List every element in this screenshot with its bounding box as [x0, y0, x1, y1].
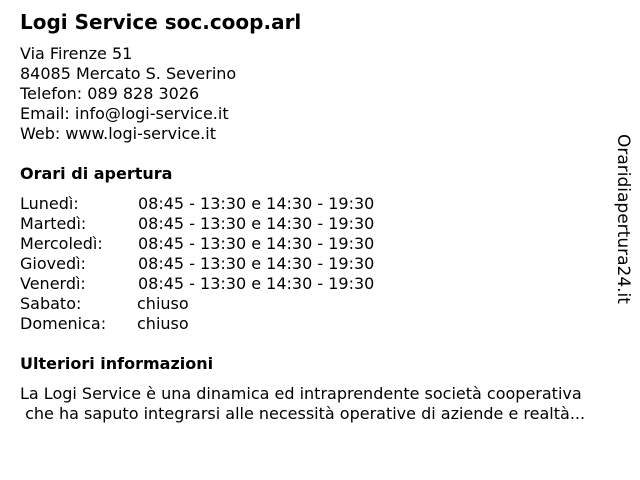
description-line: che ha saputo integrarsi alle necessità operative di aziende e realtà... [20, 404, 586, 423]
time-value: 08:45 - 13:30 e 14:30 - 19:30 [138, 234, 375, 253]
opening-hours-heading: Orari di apertura [20, 164, 173, 183]
address-city: 84085 Mercato S. Severino [20, 64, 237, 83]
day-label: Lunedì: [20, 194, 79, 213]
email-address: Email: info@logi-service.it [20, 104, 229, 123]
description-text [20, 384, 632, 424]
contact-block [20, 44, 236, 144]
day-label: Martedì: [20, 214, 87, 233]
address-street: Via Firenze 51 [20, 44, 133, 63]
day-label: Domenica: [20, 314, 107, 333]
time-value: chiuso [137, 294, 189, 313]
description-line: La Logi Service è una dinamica ed intraprendente società cooperativa [20, 384, 582, 403]
day-label: Sabato: [20, 294, 82, 313]
business-name: Logi Service soc.coop.arl [20, 10, 302, 34]
additional-info-heading: Ulteriori informazioni [20, 354, 214, 373]
phone-number: Telefon: 089 828 3026 [20, 84, 200, 103]
brand-text: Oraridiapertura24.it [613, 134, 633, 304]
brand-watermark [613, 134, 633, 310]
day-label: Mercoledì: [20, 234, 103, 253]
time-value: chiuso [137, 314, 189, 333]
day-label: Giovedì: [20, 254, 86, 273]
time-value: 08:45 - 13:30 e 14:30 - 19:30 [138, 194, 375, 213]
time-value: 08:45 - 13:30 e 14:30 - 19:30 [138, 214, 375, 233]
time-value: 08:45 - 13:30 e 14:30 - 19:30 [138, 254, 375, 273]
time-value: 08:45 - 13:30 e 14:30 - 19:30 [138, 274, 375, 293]
day-label: Venerdì: [20, 274, 86, 293]
website-address: Web: www.logi-service.it [20, 124, 216, 143]
